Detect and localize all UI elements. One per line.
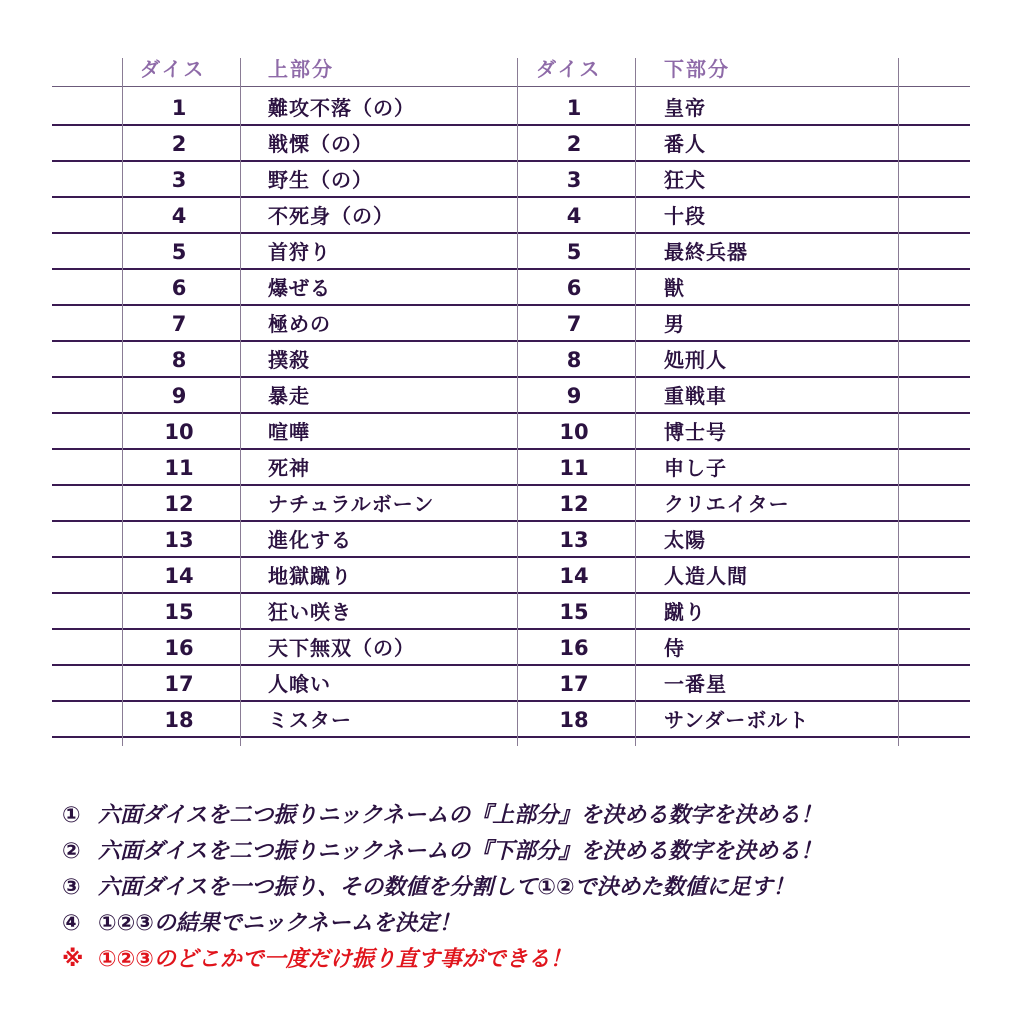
lower-part-text: 獣 [664,276,685,300]
upper-part-text: 喧嘩 [268,420,310,444]
left-dice-number: 2 [171,132,187,156]
lower-part-text: 男 [664,312,685,336]
right-dice-number: 11 [559,456,589,480]
left-dice-number: 10 [164,420,194,444]
lower-part-text: 一番星 [664,672,727,696]
upper-part-text: 狂い咲き [268,600,352,624]
upper-part-text: 戦慄（の） [268,132,373,156]
header-right-dice: ダイス [536,57,602,81]
right-dice-number: 3 [566,168,582,192]
left-dice-number: 5 [171,240,187,264]
column-divider [517,58,518,746]
lower-part-text: 侍 [664,636,685,660]
header-left-dice: ダイス [140,57,206,81]
upper-part-text: 首狩り [268,240,331,264]
lower-part-text: 十段 [664,204,706,228]
left-dice-number: 15 [164,600,194,624]
instruction-step [62,798,992,834]
lower-part-text: 重戦車 [664,384,727,408]
lower-part-text: 最終兵器 [664,240,748,264]
step-marker: ※ [62,947,84,972]
instruction-step [62,870,992,906]
step-marker: ② [62,839,81,864]
row-divider [52,556,970,558]
left-dice-number: 8 [171,348,187,372]
right-dice-number: 7 [566,312,582,336]
right-dice-number: 6 [566,276,582,300]
column-divider [122,58,123,746]
left-dice-number: 14 [164,564,194,588]
header-divider [52,86,970,87]
step-marker: ① [62,803,81,828]
step-text: ①②③の結果でニックネームを決定！ [98,911,461,936]
right-dice-number: 16 [559,636,589,660]
column-divider [635,58,636,746]
step-text: ①②③のどこかで一度だけ振り直す事ができる！ [98,947,572,972]
step-text: 六面ダイスを二つ振りニックネームの『下部分』を決める数字を決める！ [98,839,823,864]
row-divider [52,160,970,162]
lower-part-text: 博士号 [664,420,727,444]
left-dice-number: 16 [164,636,194,660]
row-divider [52,484,970,486]
right-dice-number: 5 [566,240,582,264]
upper-part-text: 暴走 [268,384,310,408]
upper-part-text: 撲殺 [268,348,310,372]
lower-part-text: 人造人間 [664,564,748,588]
lower-part-text: クリエイター [664,492,790,516]
left-dice-number: 7 [171,312,187,336]
left-dice-number: 6 [171,276,187,300]
lower-part-text: 処刑人 [664,348,727,372]
row-divider [52,448,970,450]
upper-part-text: 死神 [268,456,310,480]
header-upper-part: 上部分 [268,57,334,81]
right-dice-number: 13 [559,528,589,552]
column-divider [898,58,899,746]
left-dice-number: 3 [171,168,187,192]
row-divider [52,268,970,270]
lower-part-text: 狂犬 [664,168,706,192]
upper-part-text: 極めの [268,312,331,336]
row-divider [52,412,970,414]
step-marker: ④ [62,911,81,936]
right-dice-number: 14 [559,564,589,588]
lower-part-text: 申し子 [664,456,727,480]
step-text: 六面ダイスを二つ振りニックネームの『上部分』を決める数字を決める！ [98,803,823,828]
upper-part-text: ナチュラルボーン [268,492,435,516]
right-dice-number: 18 [559,708,589,732]
right-dice-number: 8 [566,348,582,372]
header-lower-part: 下部分 [664,57,730,81]
row-divider [52,196,970,198]
upper-part-text: 野生（の） [268,168,373,192]
right-dice-number: 12 [559,492,589,516]
left-dice-number: 18 [164,708,194,732]
row-divider [52,664,970,666]
right-dice-number: 15 [559,600,589,624]
left-dice-number: 9 [171,384,187,408]
left-dice-number: 13 [164,528,194,552]
step-text: 六面ダイスを一つ振り、その数値を分割して①②で決めた数値に足す！ [98,875,795,900]
step-marker: ③ [62,875,81,900]
upper-part-text: 不死身（の） [268,204,394,228]
right-dice-number: 2 [566,132,582,156]
lower-part-text: 番人 [664,132,706,156]
row-divider [52,376,970,378]
row-divider [52,700,970,702]
left-dice-number: 11 [164,456,194,480]
right-dice-number: 1 [566,96,582,120]
upper-part-text: ミスター [268,708,352,732]
row-divider [52,628,970,630]
column-divider [240,58,241,746]
row-divider [52,592,970,594]
instruction-step [62,906,992,942]
row-divider [52,124,970,126]
upper-part-text: 進化する [268,528,352,552]
warning-note [62,942,992,978]
upper-part-text: 天下無双（の） [268,636,415,660]
row-divider [52,304,970,306]
instructions [62,798,992,978]
right-dice-number: 4 [566,204,582,228]
row-divider [52,520,970,522]
left-dice-number: 4 [171,204,187,228]
lower-part-text: 蹴り [664,600,706,624]
left-dice-number: 1 [171,96,187,120]
row-divider [52,736,970,738]
instruction-step [62,834,992,870]
left-dice-number: 17 [164,672,194,696]
upper-part-text: 地獄蹴り [268,564,352,588]
right-dice-number: 9 [566,384,582,408]
lower-part-text: 皇帝 [664,96,706,120]
right-dice-number: 10 [559,420,589,444]
upper-part-text: 爆ぜる [268,276,331,300]
row-divider [52,232,970,234]
row-divider [52,340,970,342]
upper-part-text: 難攻不落（の） [268,96,415,120]
right-dice-number: 17 [559,672,589,696]
left-dice-number: 12 [164,492,194,516]
lower-part-text: 太陽 [664,528,706,552]
lower-part-text: サンダーボルト [664,708,810,732]
upper-part-text: 人喰い [268,672,331,696]
